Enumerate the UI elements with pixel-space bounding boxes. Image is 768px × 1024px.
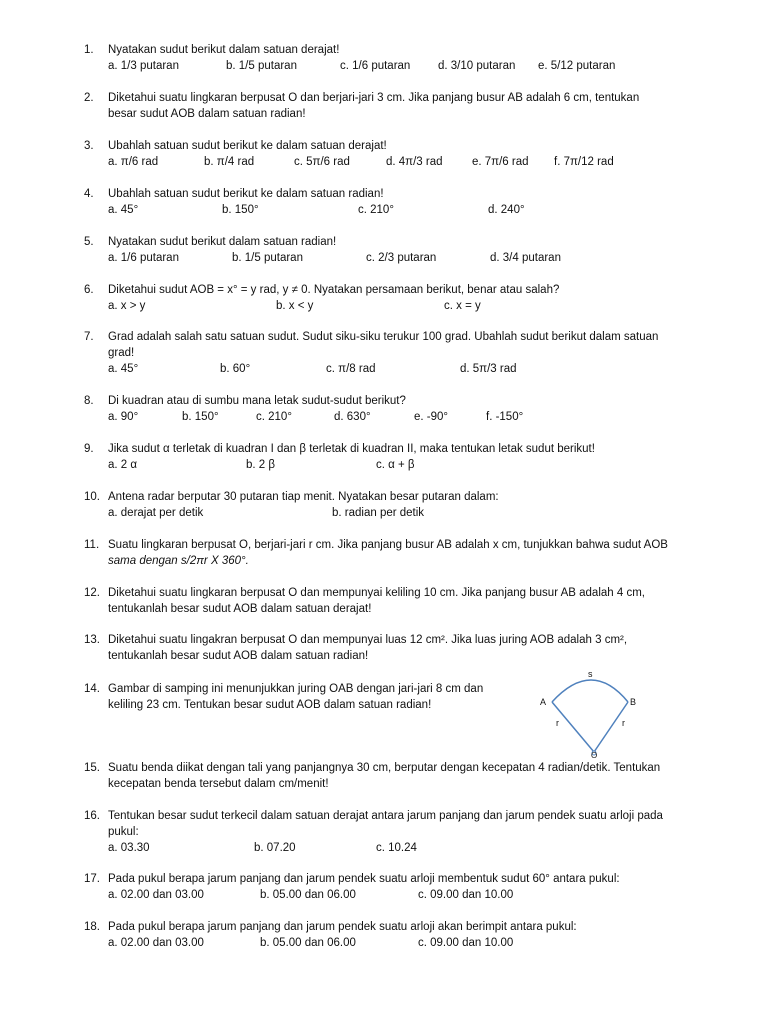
question-text: Diketahui suatu lingakran berpusat O dan mempunyai luas 12 cm². Jika luas juring AOB adalah 3 cm², — [108, 634, 628, 646]
question-text: Diketahui sudut AOB = x° = y rad, y ≠ 0. Nyatakan persamaan berikut, benar atau salah? — [108, 284, 560, 296]
option-b: b. 150° — [182, 411, 219, 423]
question-text: keliling 23 cm. Tentukan besar sudut AOB dalam satuan radian! — [108, 699, 432, 711]
option-a: a. derajat per detik — [108, 507, 204, 519]
question-text: Pada pukul berapa jarum panjang dan jarum pendek suatu arloji membentuk sudut 60° antara pukul: — [108, 873, 620, 885]
option-a: a. 02.00 dan 03.00 — [108, 889, 204, 901]
option-e: e. 5/12 putaran — [538, 60, 616, 72]
option-e: e. 7π/6 rad — [472, 156, 529, 168]
option-c: c. 210° — [256, 411, 292, 423]
arc-ab — [552, 680, 628, 702]
option-b: b. x < y — [276, 300, 314, 312]
option-a: a. 90° — [108, 411, 139, 423]
question-number: 5. — [84, 236, 94, 248]
question-text: Ubahlah satuan sudut berikut ke dalam satuan radian! — [108, 188, 384, 200]
option-c: c. 2/3 putaran — [366, 252, 437, 264]
question-text: sama dengan s/2πr X 360°. — [108, 555, 249, 567]
question-number: 12. — [84, 587, 100, 599]
question-number: 14. — [84, 683, 100, 695]
option-d: d. 5π/3 rad — [460, 363, 517, 375]
question-number: 4. — [84, 188, 94, 200]
option-a: a. 03.30 — [108, 842, 150, 854]
arc-label: s — [588, 669, 593, 679]
question-text: tentukanlah besar sudut AOB dalam satuan radian! — [108, 650, 369, 662]
point-b-label: B — [630, 697, 637, 707]
question-text: Jika sudut α terletak di kuadran I dan β terletak di kuadran II, maka tentukan letak sudut berikut! — [108, 443, 595, 455]
option-a: a. 1/3 putaran — [108, 60, 179, 72]
option-c: c. α + β — [376, 459, 415, 471]
option-a: a. 02.00 dan 03.00 — [108, 937, 204, 949]
option-b: b. radian per detik — [332, 507, 425, 519]
question-text: kecepatan benda tersebut dalam cm/menit! — [108, 778, 329, 790]
question-text: tentukanlah besar sudut AOB dalam satuan derajat! — [108, 603, 372, 615]
option-f: f. 7π/12 rad — [554, 156, 614, 168]
question-text: Diketahui suatu lingkaran berpusat O dan mempunyai keliling 10 cm. Jika panjang busur AB adalah 4 cm, — [108, 587, 645, 599]
option-a: a. π/6 rad — [108, 156, 159, 168]
question-number: 15. — [84, 762, 100, 774]
option-b: b. 2 β — [246, 459, 275, 471]
question-text: besar sudut AOB dalam satuan radian! — [108, 108, 306, 120]
radius-left-label: r — [556, 718, 559, 728]
radius-right-label: r — [622, 718, 625, 728]
question-number: 9. — [84, 443, 94, 455]
question-number: 7. — [84, 331, 94, 343]
question-number: 6. — [84, 284, 94, 296]
option-a: a. 45° — [108, 204, 139, 216]
question-text: Tentukan besar sudut terkecil dalam satuan derajat antara jarum panjang dan jarum pendek suatu arloji pada — [108, 810, 663, 822]
question-number: 17. — [84, 873, 100, 885]
question-text: Pada pukul berapa jarum panjang dan jarum pendek suatu arloji akan berimpit antara pukul: — [108, 921, 577, 933]
question-number: 2. — [84, 92, 94, 104]
question-number: 11. — [84, 539, 100, 551]
option-d: d. 3/10 putaran — [438, 60, 516, 72]
option-a: a. 2 α — [108, 459, 138, 471]
question-text: Nyatakan sudut berikut dalam satuan radian! — [108, 236, 337, 248]
point-a-label: A — [540, 697, 547, 707]
question-text: Ubahlah satuan sudut berikut ke dalam satuan derajat! — [108, 140, 387, 152]
option-c: c. π/8 rad — [326, 363, 376, 375]
question-text: pukul: — [108, 826, 139, 838]
question-number: 8. — [84, 395, 94, 407]
option-d: d. 630° — [334, 411, 371, 423]
question-number: 3. — [84, 140, 94, 152]
option-f: f. -150° — [486, 411, 524, 423]
option-b: b. 60° — [220, 363, 251, 375]
option-c: c. x = y — [444, 300, 481, 312]
option-d: d. 3/4 putaran — [490, 252, 561, 264]
option-d: d. 4π/3 rad — [386, 156, 443, 168]
question-text: Antena radar berputar 30 putaran tiap menit. Nyatakan besar putaran dalam: — [108, 491, 499, 503]
option-a: a. 1/6 putaran — [108, 252, 179, 264]
option-d: d. 240° — [488, 204, 525, 216]
option-c: c. 09.00 dan 10.00 — [418, 889, 514, 901]
option-b: b. 07.20 — [254, 842, 296, 854]
sector-diagram — [530, 664, 650, 760]
question-text: Di kuadran atau di sumbu mana letak sudut-sudut berikut? — [108, 395, 406, 407]
question-number: 18. — [84, 921, 100, 933]
question-text: grad! — [108, 347, 135, 359]
question-text: Suatu lingkaran berpusat O, berjari-jari r cm. Jika panjang busur AB adalah x cm, tunjukkan bahwa sudut AOB — [108, 539, 668, 551]
option-a: a. 45° — [108, 363, 139, 375]
option-c: c. 5π/6 rad — [294, 156, 350, 168]
option-c: c. 09.00 dan 10.00 — [418, 937, 514, 949]
option-a: a. x > y — [108, 300, 146, 312]
option-b: b. 150° — [222, 204, 259, 216]
question-text: Gambar di samping ini menunjukkan juring OAB dengan jari-jari 8 cm dan — [108, 683, 484, 695]
option-b: b. 05.00 dan 06.00 — [260, 937, 356, 949]
question-text: Grad adalah salah satu satuan sudut. Sudut siku-siku terukur 100 grad. Ubahlah sudut berikut dalam satuan — [108, 331, 659, 343]
option-c: c. 210° — [358, 204, 394, 216]
option-b: b. 05.00 dan 06.00 — [260, 889, 356, 901]
question-text: Suatu benda diikat dengan tali yang panjangnya 30 cm, berputar dengan kecepatan 4 radian/detik. Tentukan — [108, 762, 661, 774]
option-e: e. -90° — [414, 411, 449, 423]
question-text: Diketahui suatu lingkaran berpusat O dan berjari-jari 3 cm. Jika panjang busur AB adalah 6 cm, tentukan — [108, 92, 640, 104]
option-b: b. 1/5 putaran — [232, 252, 303, 264]
question-number: 13. — [84, 634, 100, 646]
question-number: 10. — [84, 491, 100, 503]
question-number: 1. — [84, 44, 94, 56]
point-o-label: O — [591, 751, 598, 760]
question-text: Nyatakan sudut berikut dalam satuan derajat! — [108, 44, 340, 56]
option-b: b. π/4 rad — [204, 156, 255, 168]
option-b: b. 1/5 putaran — [226, 60, 297, 72]
option-c: c. 10.24 — [376, 842, 417, 854]
question-number: 16. — [84, 810, 100, 822]
option-c: c. 1/6 putaran — [340, 60, 411, 72]
